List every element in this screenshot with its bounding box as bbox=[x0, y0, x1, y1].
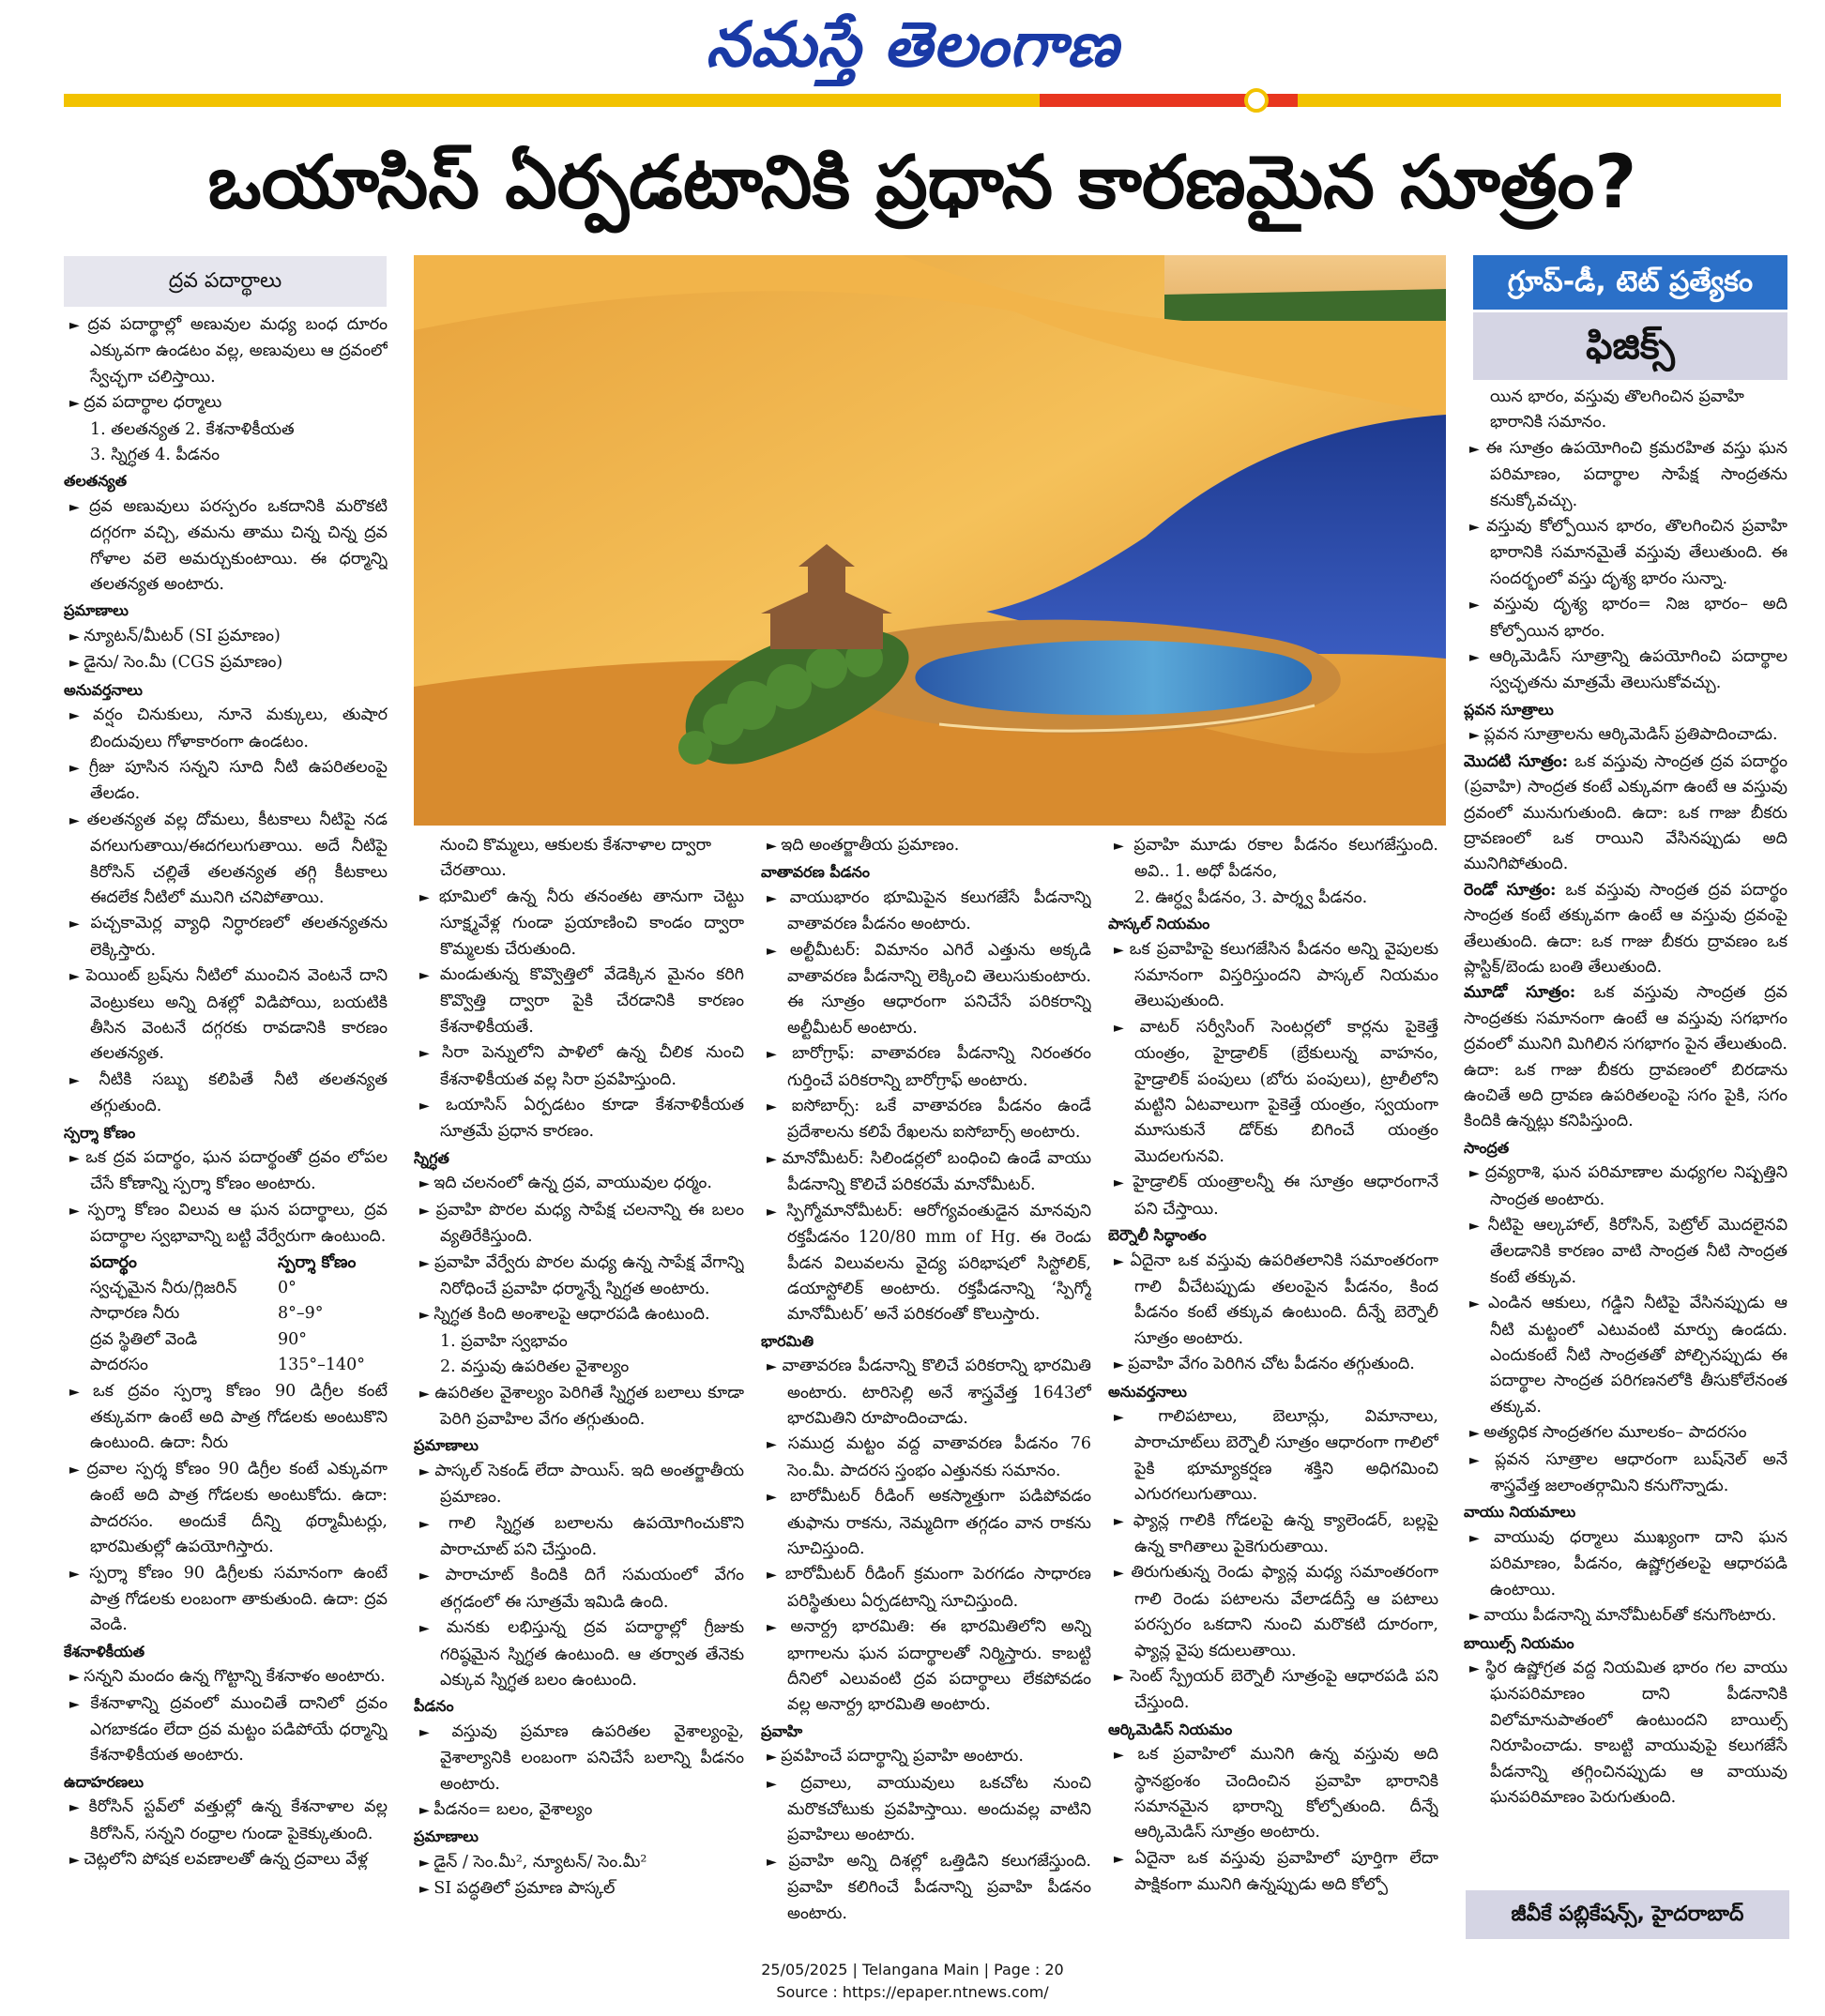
bullet-item: ► ఆర్కిమెడిస్ సూత్రాన్ని ఉపయోగించి పదార్థాల స్వచ్ఛతను మాత్రమే తెలుసుకోవచ్చు. bbox=[1464, 644, 1787, 697]
bullet-item: ► బారోమీటర్ రీడింగ్ అకస్మాత్తుగా పడిపోవడం తుఫాను రాకను, నెమ్మదిగా తగ్గడం వాన రాకను సూచిస్తుంది. bbox=[761, 1484, 1091, 1562]
bullet-item: ► నీటిపై ఆల్కహాల్, కిరోసిన్, పెట్రోల్ మొదలైనవి తేలడానికి కారణం వాటి సాంద్రత నీటి సాంద్రత కంటే తక్కువ. bbox=[1464, 1213, 1787, 1291]
section-heading: ఉదాహరణలు bbox=[64, 1772, 144, 1791]
column-3 bbox=[761, 833, 1091, 1931]
table-header-row bbox=[64, 1251, 388, 1276]
bullet-item: ► స్నిగ్ధత కింది అంశాలపై ఆధారపడి ఉంటుంది. bbox=[414, 1302, 744, 1328]
masthead bbox=[0, 8, 1825, 83]
bullet-item: ► బారోమీటర్ రీడింగ్ క్రమంగా పెరగడం సాధారణ పరిస్థితులు ఏర్పడటాన్ని సూచిస్తుంది. bbox=[761, 1562, 1091, 1614]
rule-label: మూడో సూత్రం: bbox=[1464, 983, 1576, 1003]
bullet-item: ► సిరా పెన్నులోని పాళిలో ఉన్న చీలిక నుంచి కేశనాళికీయత వల్ల సిరా ప్రవహిస్తుంది. bbox=[414, 1040, 744, 1093]
bullet-item: ► డైను/ సెం.మీ (CGS ప్రమాణం) bbox=[64, 650, 388, 676]
bullet-item: ► ద్రవ పదార్థాల్లో అణువుల మధ్య బంధ దూరం ఎక్కువగా ఉండటం వల్ల, అణువులు ఆ ద్రవంలో స్వేచ్ఛగా చలిస్తాయి. bbox=[64, 312, 388, 390]
bullet-item: ► అనార్ద్ర భారమితి: ఈ భారమితిలోని అన్ని భాగాలను ఘన పదార్థాలతో నిర్మిస్తారు. కాబట్టి దీనిలో ఎలువంటి ద్రవ పదార్థాలు లేకపోవడం వల్ల అనార్ద్ర భారమితి అంటారు. bbox=[761, 1614, 1091, 1719]
bullet-item: ► ద్రవ్యరాశి, ఘన పరిమాణాల మధ్యగల నిష్పత్తిని సాంద్రత అంటారు. bbox=[1464, 1160, 1787, 1213]
bullet-item: ► మానోమీటర్: సిలిండర్లలో బంధించి ఉండే వాయు పీడనాన్ని కొలిచే పరికరమే మానోమీటర్. bbox=[761, 1146, 1091, 1199]
bullet-item: ► ఒయాసిస్ ఏర్పడటం కూడా కేశనాళికీయత సూత్రమే ప్రధాన కారణం. bbox=[414, 1093, 744, 1145]
section-heading: అనువర్తనాలు bbox=[64, 680, 143, 699]
bullet-item: ► సముద్ర మట్టం వద్ద వాతావరణ పీడనం 76 సెం.మీ. పాదరస స్తంభం ఎత్తునకు సమానం. bbox=[761, 1432, 1091, 1484]
bullet-item: ► ఎండిన ఆకులు, గడ్డిని నీటిపై వేసినప్పుడు ఆ నీటి మట్టంలో ఎటువంటి మార్పు ఉండదు. ఎందుకంటే నీటి సాంద్రతతో పోల్చినప్పుడు ఈ పదార్థాల సాంద్రత పరిగణనలోకి తీసుకోలేనంత తక్కువ. bbox=[1464, 1291, 1787, 1420]
bullet-item: ► స్పర్శా కోణం విలువ ఆ ఘన పదార్థాలు, ద్రవ పదార్థాల స్వభావాన్ని బట్టి వేర్వేరుగా ఉంటుంది. bbox=[64, 1198, 388, 1251]
bullet-item: ► ప్రవహించే పదార్థాన్ని ప్రవాహి అంటారు. bbox=[761, 1744, 1091, 1770]
angle-cell: 8°–9° bbox=[278, 1304, 324, 1324]
list-item: యిన భారం, వస్తువు తొలగించిన ప్రవాహి భారానికి సమానం. bbox=[1490, 387, 1744, 432]
bullet-item: ► వస్తువు కోల్పోయిన భారం, తొలగించిన ప్రవాహి భారానికి సమానమైతే వస్తువు తేలుతుంది. ఈ సందర్భంలో వస్తు దృశ్య భారం సున్నా. bbox=[1464, 514, 1787, 592]
column-4 bbox=[1108, 833, 1438, 1931]
list-item: 1. ప్రవాహి స్వభావం bbox=[440, 1331, 568, 1351]
rule-text: ఒక వస్తువు సాంద్రత ద్రవ సాంద్రతకు సమానంగా ఉంటే ఆ వస్తువు సగభాగం ద్రవంలో మునిగి మిగిలిన సగభాగం పైన తేలుతుంది. ఉదా: ఒక గాజు బీకరు ద్రావణంలో బిరడాను ఉంచితే అది ద్రావణ ఉపరితలంపై సగం పైకి, సగం కిందికి ఉన్నట్లు కనిపిస్తుంది. bbox=[1464, 983, 1787, 1131]
bullet-item: ► స్థిర ఉష్ణోగ్రత వద్ద నియమిత భారం గల వాయు ఘనపరిమాణం దాని పీడనానికి విలోమానుపాతంలో ఉంటుందని బాయిల్స్ నిరూపించాడు. కాబట్టి వాయువుపై కలుగజేసే పీడనాన్ని తగ్గించినప్పుడు ఆ వాయువు ఘనపరిమాణం పెరుగుతుంది. bbox=[1464, 1656, 1787, 1811]
bullet-item: ► అత్యధిక సాంద్రతగల మూలకం– పాదరసం bbox=[1464, 1420, 1787, 1447]
column-1 bbox=[64, 312, 388, 1931]
bullet-item: ► వాటర్ సర్వీసింగ్ సెంటర్లలో కార్లను పైకెత్తే యంత్రం, హైడ్రాలిక్ (బ్రేకులున్న వాహనం, హైడ్రాలిక్ పంపులు (బోరు పంపులు), ట్రాలీలోని మట్టిని ఏటవాలుగా పైకెత్తే యంత్రం, స్వయంగా మూసుకునే డోర్‌కు బిగించే యంత్రం మొదలగునవి. bbox=[1108, 1015, 1438, 1170]
bullet-item: ► స్పిగ్మోమానోమీటర్: ఆరోగ్యవంతుడైన మానవుని రక్తపీడనం 120/80 mm of Hg. ఈ రెండు పీడన విలువలను వైద్య పరిభాషలో సిస్టోలిక్, డయాస్టోలిక్ అంటారు. రక్తపీడనాన్ని ‘స్పిగ్మో మానోమీటర్’ అనే పరికరంతో కొలుస్తారు. bbox=[761, 1199, 1091, 1328]
masthead-rule bbox=[64, 94, 1781, 107]
page-footer bbox=[0, 1959, 1825, 2004]
angle-cell: 135°–140° bbox=[278, 1356, 366, 1375]
section-heading: పీడనం bbox=[414, 1697, 454, 1716]
section-heading: పాస్కల్ నియమం bbox=[1108, 915, 1210, 933]
bullet-item: ► ద్రవ పదార్థాల ధర్మాలు bbox=[64, 390, 388, 417]
rule-text: ఒక వస్తువు సాంద్రత ద్రవ పదార్థం (ప్రవాహి) సాంద్రత కంటే ఎక్కువగా ఉంటే ఆ వస్తువు ద్రవంలో మునుగుతుంది. ఉదా: ఒక గాజు బీకరు ద్రావణంలో ఒక రాయిని వేసినప్పుడు అది మునిగిపోతుంది. bbox=[1464, 751, 1787, 874]
table-row bbox=[64, 1353, 388, 1378]
section-heading: బాయిల్స్ నియమం bbox=[1464, 1633, 1574, 1652]
bullet-item: ► ద్రవాల స్పర్శ కోణం 90 డిగ్రీల కంటే ఎక్కువగా ఉంటే అది పాత్ర గోడలకు అంటుకోదు. ఉదా: పాదరసం. అందుకే దీన్ని థర్మామీటర్లు, భారమితుల్లో ఉపయోగిస్తారు. bbox=[64, 1457, 388, 1561]
bullet-item: ► ఈ సూత్రం ఉపయోగించి క్రమరహిత వస్తు ఘన పరిమాణం, పదార్థాల సాపేక్ష సాంద్రతను కనుక్కోవచ్చు. bbox=[1464, 436, 1787, 514]
bullet-item: ► బారోగ్రాఫ్: వాతావరణ పీడనాన్ని నిరంతరం గుర్తించే పరికరాన్ని బారోగ్రాఫ్ అంటారు. bbox=[761, 1041, 1091, 1094]
bullet-item: ► ఒక ప్రవాహిలో మునిగి ఉన్న వస్తువు అది స్థానభ్రంశం చెందించిన ప్రవాహి భారానికి సమానమైన భారాన్ని కోల్పోతుంది. దీన్నే ఆర్కిమెడిస్ సూత్రం అంటారు. bbox=[1108, 1742, 1438, 1846]
section-box-liquids: ద్రవ పదార్థాలు bbox=[64, 256, 387, 307]
section-heading: ఆర్కిమెడిస్ నియమం bbox=[1108, 1720, 1233, 1738]
bullet-item: ► పెయింట్ బ్రష్‌ను నీటిలో ముంచిన వెంటనే దాని వెంట్రుకలు అన్ని దిశల్లో విడిపోయి, బయటికి తీసిన వెంటనే దగ్గరకు రావడానికి కారణం తలతన్యత. bbox=[64, 963, 388, 1068]
bullet-item: ► ఉపరితల వైశాల్యం పెరిగితే స్నిగ్ధత బలాలు కూడా పెరిగి ప్రవాహిల వేగం తగ్గుతుంది. bbox=[414, 1381, 744, 1433]
bullet-item: ► చెట్లలోని పోషక లవణాలతో ఉన్న ద్రవాలు వేళ్ల bbox=[64, 1847, 388, 1873]
bullet-item: ► ప్లవన సూత్రాల ఆధారంగా బుష్‌నెల్ అనే శాస్త్రవేత్త జలాంతర్గామిని కనుగొన్నాడు. bbox=[1464, 1448, 1787, 1500]
rule-paragraph bbox=[1464, 878, 1787, 981]
bullet-item: ► పచ్చకామెర్ల వ్యాధి నిర్ధారణలో తలతన్యతను లెక్కిస్తారు. bbox=[64, 911, 388, 963]
bullet-item: ► వాయు పీడనాన్ని మానోమీటర్‌తో కనుగొంటారు. bbox=[1464, 1603, 1787, 1629]
bullet-item: ► గాలి స్నిగ్ధత బలాలను ఉపయోగించుకొని పారాచూట్ పని చేస్తుంది. bbox=[414, 1511, 744, 1564]
masthead-logo: నమస్తే తెలంగాణ bbox=[706, 8, 1119, 81]
badge-group-tet: గ్రూప్-డీ, టెట్ ప్రత్యేకం bbox=[1473, 255, 1787, 310]
bullet-item: ► వాతావరణ పీడనాన్ని కొలిచే పరికరాన్ని భారమితి అంటారు. టారిసెల్లి అనే శాస్త్రవేత్త 1643లో భారమితిని రూపొందించాడు. bbox=[761, 1354, 1091, 1432]
bullet-item: ► సన్నని మందం ఉన్న గొట్టాన్ని కేశనాళం అంటారు. bbox=[64, 1664, 388, 1690]
column-2 bbox=[414, 833, 744, 1931]
bullet-item: ► వస్తువు ప్రమాణ ఉపరితల వైశాల్యంపై, వైశాల్యానికి లంబంగా పనిచేసే బలాన్ని పీడనం అంటారు. bbox=[414, 1720, 744, 1797]
badge-subject: ఫిజిక్స్ bbox=[1473, 312, 1787, 380]
rule-paragraph bbox=[1464, 980, 1787, 1134]
table-row bbox=[64, 1301, 388, 1326]
substance-cell: పాదరసం bbox=[90, 1356, 148, 1375]
rule-dot bbox=[1244, 88, 1269, 113]
section-heading: స్నిగ్ధత bbox=[414, 1148, 449, 1167]
rule-label: మొదటి సూత్రం: bbox=[1464, 751, 1569, 771]
bullet-item: ► ప్రవాహి అన్ని దిశల్లో ఒత్తిడిని కలుగజేస్తుంది. ప్రవాహి కలిగించే పీడనాన్ని ప్రవాహి పీడనం అంటారు. bbox=[761, 1849, 1091, 1927]
bullet-item: ► ఒక ప్రవాహిపై కలుగజేసిన పీడనం అన్ని వైపులకు సమానంగా విస్తరిస్తుందని పాస్కల్ నియమం తెలుపుతుంది. bbox=[1108, 937, 1438, 1015]
substance-cell: ద్రవ స్థితిలో వెండి bbox=[90, 1329, 198, 1349]
bullet-item: ► ద్రవాలు, వాయువులు ఒకచోట నుంచి మరొకచోటుకు ప్రవహిస్తాయి. అందువల్ల వాటిని ప్రవాహిలు అంటారు. bbox=[761, 1771, 1091, 1849]
section-heading: ప్రవాహి bbox=[761, 1721, 803, 1740]
bullet-item: ► SI పద్ధతిలో ప్రమాణ పాస్కల్ bbox=[414, 1876, 744, 1902]
bullet-item: ► వర్షం చినుకులు, నూనె మక్కులు, తుషార బిందువులు గోళాకారంగా ఉండటం. bbox=[64, 703, 388, 755]
bullet-item: ► కేశనాళాన్ని ద్రవంలో ముంచితే దానిలో ద్రవం ఎగబాకడం లేదా ద్రవ మట్టం పడిపోయే ధర్మాన్ని కేశనాళికీయత అంటారు. bbox=[64, 1691, 388, 1769]
section-heading: ప్రమాణాలు bbox=[414, 1827, 479, 1846]
section-heading: ప్రమాణాలు bbox=[414, 1436, 479, 1455]
bullet-item: ► భూమిలో ఉన్న నీరు తనంతట తానుగా చెట్టు సూక్ష్మవేళ్ల గుండా ప్రయాణించి కాండం ద్వారా కొమ్మలకు చేరుతుంది. bbox=[414, 885, 744, 963]
bullet-item: ► నీటికి సబ్బు కలిపితే నీటి తలతన్యత తగ్గుతుంది. bbox=[64, 1068, 388, 1120]
bullet-item: ► అల్టీమీటర్: విమానం ఎగిరే ఎత్తును అక్కడి వాతావరణ పీడనాన్ని లెక్కించి తెలుసుకుంటారు. ఈ సూత్రం ఆధారంగా పనిచేసే పరికరాన్ని అల్టీమీటర్ అంటారు. bbox=[761, 938, 1091, 1042]
bullet-item: ► ఇది అంతర్జాతీయ ప్రమాణం. bbox=[761, 833, 1091, 859]
section-heading: భారమితి bbox=[761, 1331, 814, 1350]
substance-cell: సాధారణ నీరు bbox=[90, 1304, 180, 1324]
bullet-item: ► డైన్ / సెం.మీ², న్యూటన్/ సెం.మీ² bbox=[414, 1850, 744, 1876]
section-heading: బెర్నౌలీ సిద్ధాంతం bbox=[1108, 1226, 1207, 1245]
section-heading: సాంద్రత bbox=[1464, 1138, 1510, 1157]
list-item: 2. ఊర్ధ్వ పీడనం, 3. పార్శ్వ పీడనం. bbox=[1134, 887, 1368, 907]
bullet-item: ► ప్రవాహి వేగం పెరిగిన చోట పీడనం తగ్గుతుంది. bbox=[1108, 1352, 1438, 1378]
bullet-item: ► పారాచూట్ కిందికి దిగే సమయంలో వేగం తగ్గడంలో ఈ సూత్రమే ఇమిడి ఉంది. bbox=[414, 1563, 744, 1615]
section-heading: వాతావరణ పీడనం bbox=[761, 863, 870, 882]
angle-cell: స్పర్శా కోణం bbox=[278, 1252, 357, 1272]
substance-cell: స్వచ్ఛమైన నీరు/గ్లిజరిన్ bbox=[90, 1279, 237, 1298]
angle-cell: 90° bbox=[278, 1329, 308, 1349]
bullet-item: ► హైడ్రాలిక్ యంత్రాలన్నీ ఈ సూత్రం ఆధారంగానే పని చేస్తాయి. bbox=[1108, 1170, 1438, 1222]
bullet-item: ► వాయుభారం భూమిపైన కలుగజేసే పీడనాన్ని వాతావరణ పీడనం అంటారు. bbox=[761, 886, 1091, 938]
section-heading: వాయు నియమాలు bbox=[1464, 1503, 1576, 1522]
bullet-item: ► తలతన్యత వల్ల దోమలు, కీటకాలు నీటిపై నడ వగలుగుతాయి/ఈదగలుగుతాయి. అదే నీటిపై కిరోసిన్ చల్లితే తలతన్యత తగ్గి కీటకాలు ఈదలేక నీటిలో మునిగి చనిపోతాయి. bbox=[64, 808, 388, 912]
list-item: 2. వస్తువు ఉపరితల వైశాల్యం bbox=[440, 1357, 630, 1377]
bullet-item: ► ప్రవాహి మూడు రకాల పీడనం కలుగజేస్తుంది. అవి.. 1. అధో పీడనం, bbox=[1108, 833, 1438, 886]
list-item: 3. స్నిగ్ధత 4. పీడనం bbox=[90, 446, 221, 465]
section-heading: తలతన్యత bbox=[64, 472, 128, 491]
rule-label: రెండో సూత్రం: bbox=[1464, 880, 1557, 900]
column-5 bbox=[1464, 385, 1787, 1884]
bullet-item: ► వాయువు ధర్మాలు ముఖ్యంగా దాని ఘన పరిమాణం, పీడనం, ఉష్ణోగ్రతలపై ఆధారపడి ఉంటాయి. bbox=[1464, 1525, 1787, 1603]
bullet-item: ► ఐసోబార్స్: ఒకే వాతావరణ పీడనం ఉండే ప్రదేశాలను కలిపే రేఖలను ఐసోబార్స్ అంటారు. bbox=[761, 1094, 1091, 1146]
bullet-item: ► ఇది చలనంలో ఉన్న ద్రవ, వాయువుల ధర్మం. bbox=[414, 1171, 744, 1197]
oasis-illustration bbox=[414, 255, 1446, 826]
bullet-item: ► పీడనం= బలం, వైశాల్యం bbox=[414, 1797, 744, 1824]
bullet-item: ► వస్తువు దృశ్య భారం= నిజ భారం– అది కోల్పోయిన భారం. bbox=[1464, 592, 1787, 644]
section-heading: ప్లవన సూత్రాలు bbox=[1464, 700, 1554, 719]
table-row bbox=[64, 1327, 388, 1353]
section-heading: కేశనాళికీయత bbox=[64, 1642, 145, 1660]
list-item: నుంచి కొమ్మలు, ఆకులకు కేశనాళాల ద్వారా చేరతాయి. bbox=[440, 836, 711, 881]
section-heading: అనువర్తనాలు bbox=[1108, 1382, 1187, 1401]
bullet-item: ► ప్లవన సూత్రాలను ఆర్కిమెడిస్ ప్రతిపాదించాడు. bbox=[1464, 722, 1787, 749]
bullet-item: ► పాస్కల్ సెకండ్ లేదా పాయిస్. ఇది అంతర్జాతీయ ప్రమాణం. bbox=[414, 1459, 744, 1511]
list-item: 1. తలతన్యత 2. కేశనాళికీయత bbox=[90, 419, 295, 439]
rule-paragraph bbox=[1464, 750, 1787, 878]
bullet-item: ► కిరోసిన్ స్టవ్‌లో వత్తుల్లో ఉన్న కేశనాళాల వల్ల కిరోసిన్, సన్నని రంధ్రాల గుండా పైకెక్కుతుంది. bbox=[64, 1795, 388, 1847]
footer-source-line: Source : https://epaper.ntnews.com/ bbox=[776, 1983, 1049, 2001]
substance-cell: పదార్థం bbox=[90, 1252, 137, 1272]
angle-cell: 0° bbox=[278, 1279, 297, 1298]
section-heading: ప్రమాణాలు bbox=[64, 601, 129, 620]
bullet-item: ► ఒక ద్రవం స్పర్శా కోణం 90 డిగ్రీల కంటే తక్కువగా ఉంటే అది పాత్ర గోడలకు అంటుకొని ఉంటుంది. ఉదా: నీరు bbox=[64, 1379, 388, 1457]
bullet-item: ► ద్రవ అణువులు పరస్పరం ఒకదానికి మరొకటి దగ్గరగా వచ్చి, తమను తాము చిన్న చిన్న ద్రవ గోళాల వలె అమర్చుకుంటాయి. ఈ ధర్మాన్ని తలతన్యత అంటారు. bbox=[64, 494, 388, 599]
rule-text: ఒక వస్తువు సాంద్రత ద్రవ పదార్థం సాంద్రత కంటే తక్కువగా ఉంటే ఆ వస్తువు ద్రవంపై తేలుతుంది. ఉదా: ఒక గాజు బీకరు ద్రావణం ఒక ప్లాస్టిక్/బెండు బంతి తేలుతుంది. bbox=[1464, 880, 1787, 977]
bullet-item: ► మనకు లభిస్తున్న ద్రవ పదార్థాల్లో గ్రీజుకు గరిష్ఠమైన స్నిగ్ధత ఉంటుంది. ఆ తర్వాత తేనెకు ఎక్కువ స్నిగ్ధత బలం ఉంటుంది. bbox=[414, 1615, 744, 1693]
bullet-item: ► గాలిపటాలు, బెలూన్లు, విమానాలు, పారాచూట్‌లు బెర్నౌలీ సూత్రం ఆధారంగా గాలిలో పైకి భూమ్యాకర్షణ శక్తిని అధిగమించి ఎగురగలుగుతాయి. bbox=[1108, 1404, 1438, 1508]
bullet-item: ► ఫ్యాన్ల గాలికి గోడలపై ఉన్న క్యాలెండర్, బల్లపై ఉన్న కాగితాలు పైకెగురుతాయి. bbox=[1108, 1508, 1438, 1561]
oasis-photo bbox=[414, 255, 1446, 826]
publisher-credit: జీవీకే పబ్లికేషన్స్, హైదరాబాద్ bbox=[1466, 1890, 1789, 1939]
bullet-item: ► తిరుగుతున్న రెండు ఫ్యాన్ల మధ్య సమాంతరంగా గాలి రెండు పటాలను వేలాడదీస్తే ఆ పటాలు పరస్పరం ఒకదాని నుంచి మరొకటి దూరంగా, ఫ్యాన్ల వైపు కదులుతాయి. bbox=[1108, 1560, 1438, 1664]
bullet-item: ► ఒక ద్రవ పదార్థం, ఘన పదార్థంతో ద్రవం లోపల చేసే కోణాన్ని స్పర్శా కోణం అంటారు. bbox=[64, 1145, 388, 1198]
bullet-item: ► మండుతున్న కొవ్వొత్తిలో వేడెక్కిన మైనం కరిగి కొవ్వొత్తి ద్వారా పైకి చేరడానికి కారణం కేశనాళికీయతే. bbox=[414, 963, 744, 1040]
bullet-item: ► స్పర్శా కోణం 90 డిగ్రీలకు సమానంగా ఉంటే పాత్ర గోడలకు లంబంగా తాకుతుంది. ఉదా: ద్రవ వెండి. bbox=[64, 1561, 388, 1639]
bullet-item: ► ఏదైనా ఒక వస్తువు ఉపరితలానికి సమాంతరంగా గాలి వీచేటప్పుడు తలంపైన పీడనం, కింద పీడనం కంటే తక్కువ ఉంటుంది. దీన్నే బెర్నౌలీ సూత్రం అంటారు. bbox=[1108, 1249, 1438, 1353]
section-heading: స్పర్శా కోణం bbox=[64, 1123, 136, 1142]
table-row bbox=[64, 1276, 388, 1301]
bullet-item: ► ఏదైనా ఒక వస్తువు ప్రవాహిలో పూర్తిగా లేదా పాక్షికంగా మునిగి ఉన్నప్పుడు అది కోల్పో bbox=[1108, 1846, 1438, 1899]
footer-date-line: 25/05/2025 | Telangana Main | Page : 20 bbox=[761, 1961, 1064, 1978]
bullet-item: ► గ్రీజు పూసిన సన్నని సూది నీటి ఉపరితలంపై తేలడం. bbox=[64, 755, 388, 808]
headline: ఒయాసిస్ ఏర్పడటానికి ప్రధాన కారణమైన సూత్రం? bbox=[207, 141, 1637, 225]
bullet-item: ► న్యూటన్/మీటర్ (SI ప్రమాణం) bbox=[64, 624, 388, 650]
bullet-item: ► సెంట్ స్ప్రేయర్ బెర్నౌలీ సూత్రంపై ఆధారపడి పని చేస్తుంది. bbox=[1108, 1664, 1438, 1717]
bullet-item: ► ప్రవాహి వేర్వేరు పొరల మధ్య ఉన్న సాపేక్ష వేగాన్ని నిరోధించే ప్రవాహి ధర్మాన్నే స్నిగ్ధత అంటారు. bbox=[414, 1251, 744, 1303]
bullet-item: ► ప్రవాహి పొరల మధ్య సాపేక్ష చలనాన్ని ఈ బలం వ్యతిరేకిస్తుంది. bbox=[414, 1198, 744, 1251]
